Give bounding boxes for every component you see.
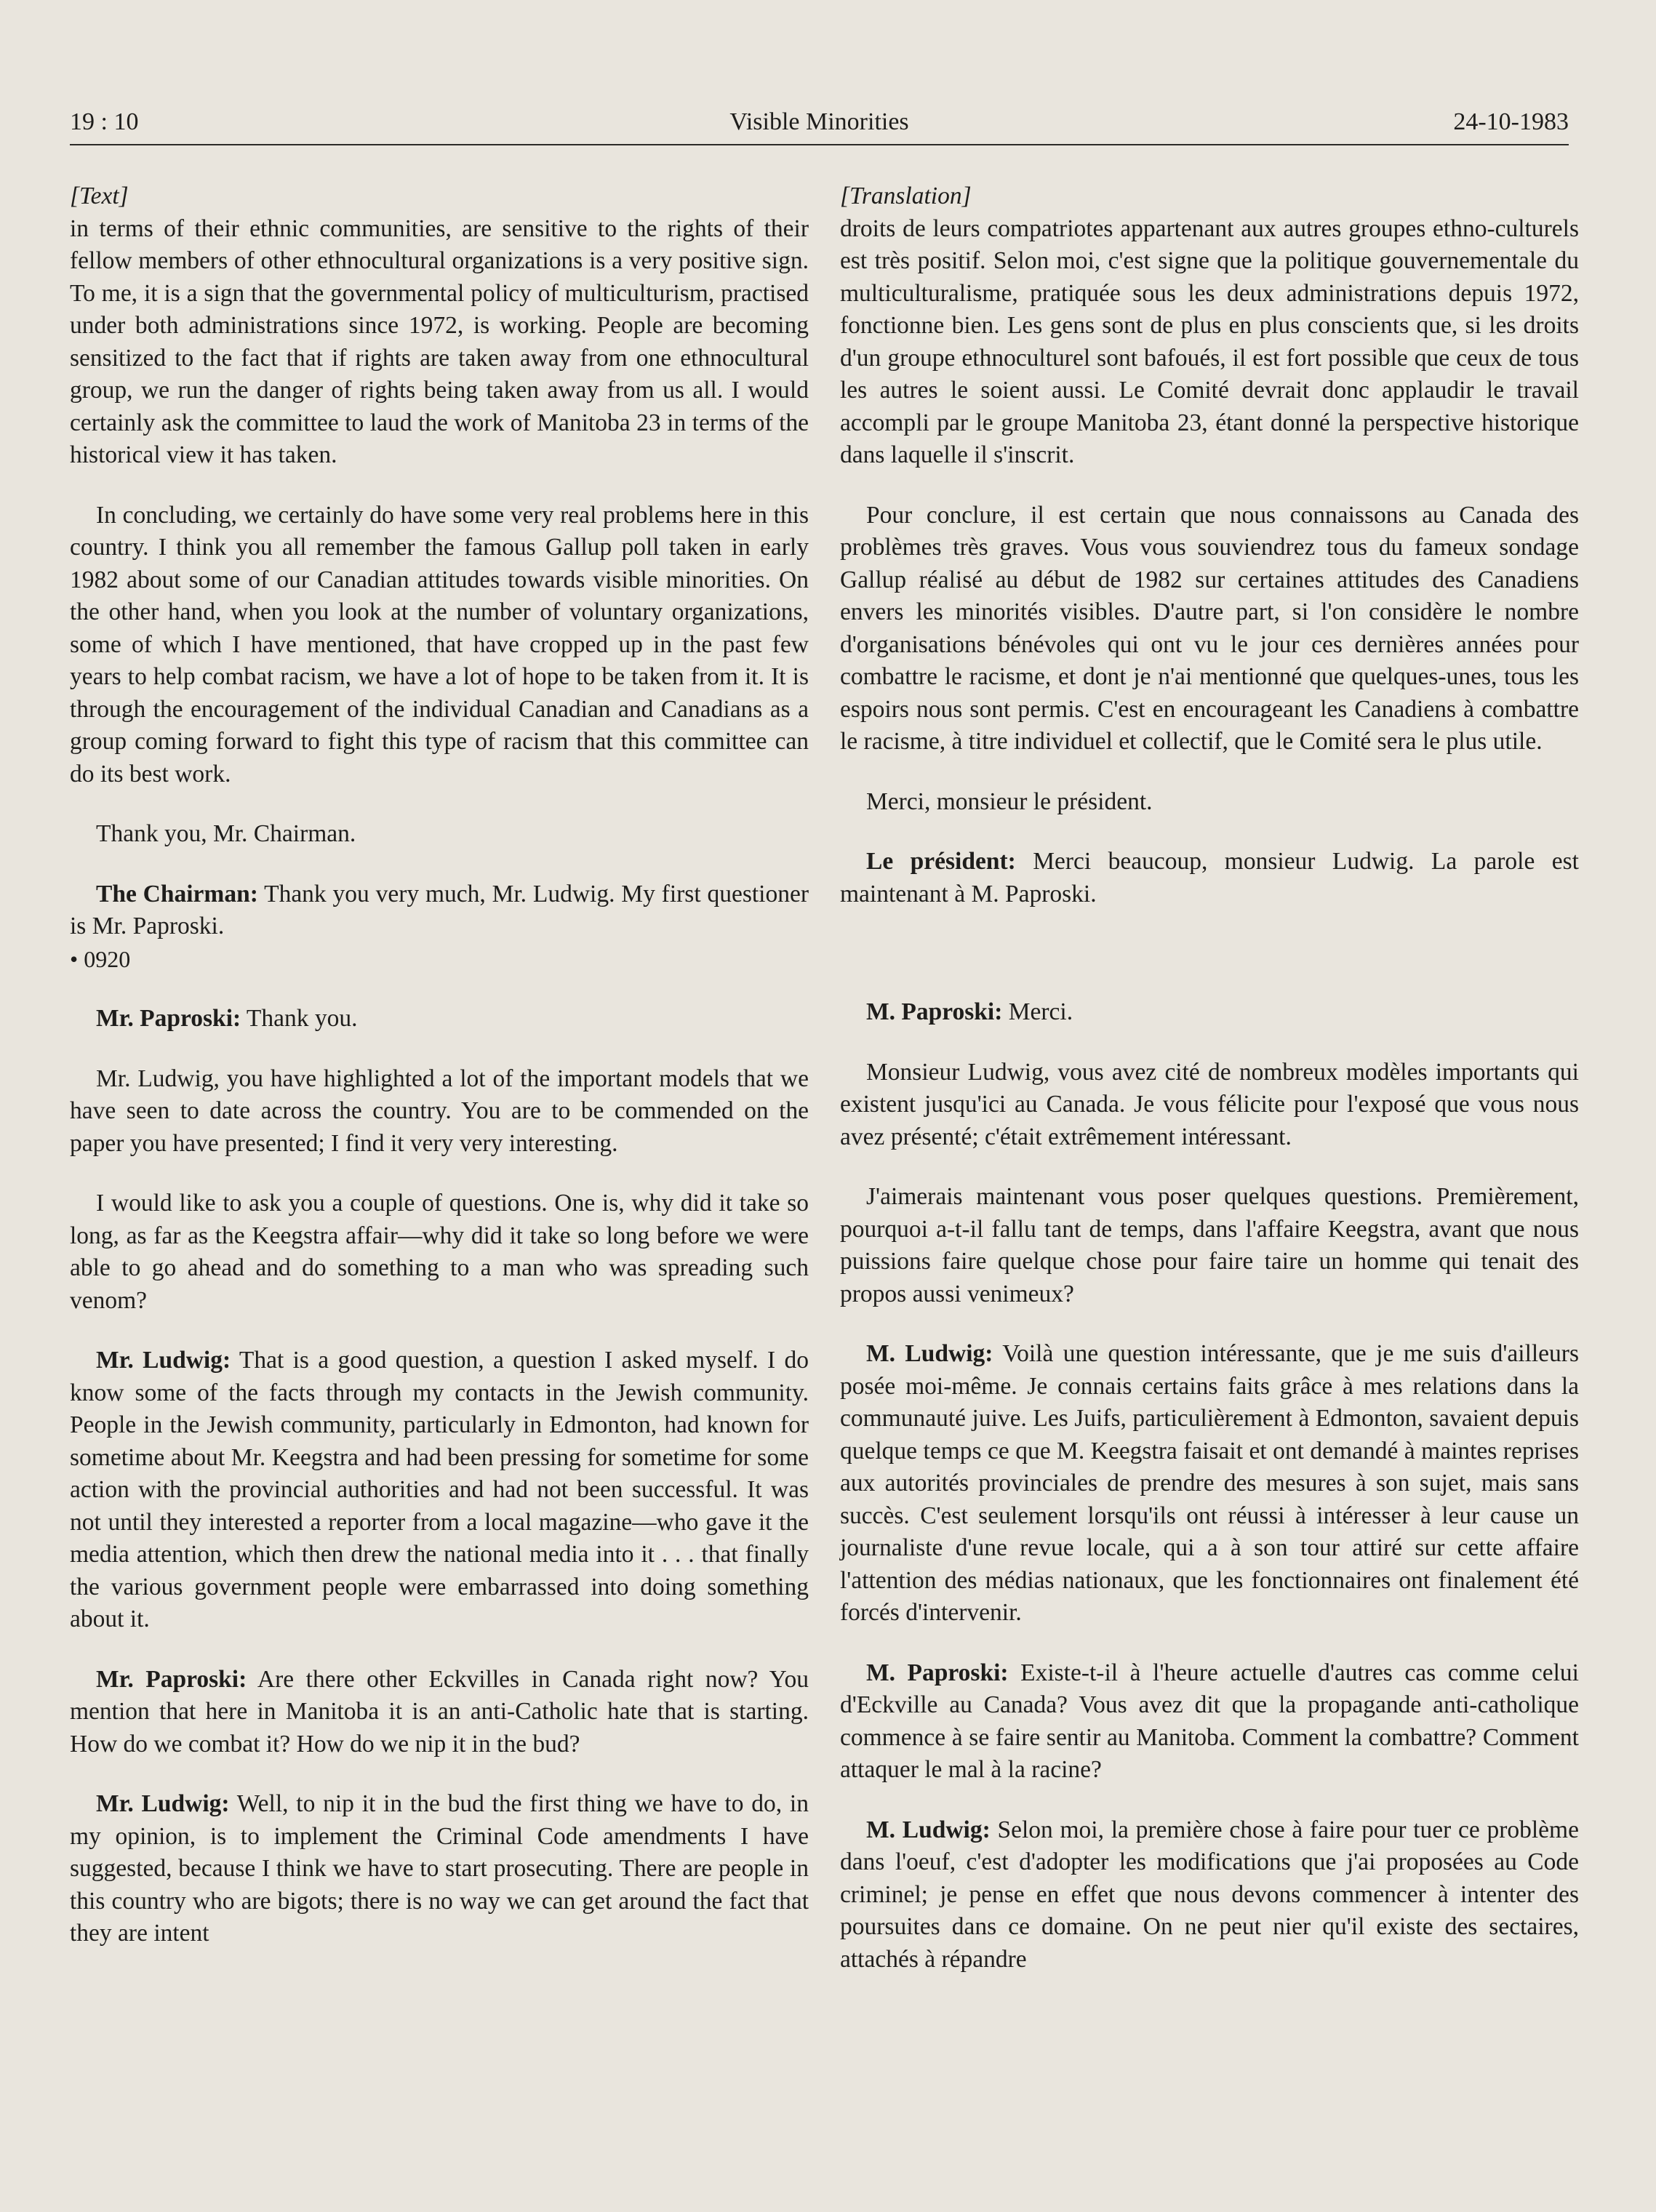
speech-text: Thank you. [241, 1005, 358, 1032]
speech-text: Well, to nip it in the bud the first thing we have to do, in my opinion, is to implement the Criminal Code amendments I have suggested, because I think we have to start prosecuting. There are people in this country who are bigots; there is no way we can get around the fact that they are intent [70, 1790, 809, 1947]
speaker-name: M. Ludwig: [866, 1816, 991, 1843]
speaker-paragraph [840, 1814, 1579, 1976]
header-date: 24-10-1983 [1453, 108, 1569, 135]
speaker-paragraph [70, 1345, 809, 1636]
speaker-paragraph [70, 1788, 809, 1950]
speaker-name: The Chairman: [96, 880, 258, 907]
speech-text: Merci beaucoup, monsieur Ludwig. La parole est maintenant à M. Paproski. [840, 848, 1579, 907]
page-header [70, 102, 1569, 145]
speech-text: Existe-t-il à l'heure actuelle d'autres cas comme celui d'Eckville au Canada? Vous avez dit que la propagande anti-catholique commence à se faire sentir au Manitoba. Comment la combattre? Comment attaquer le mal à la racine? [840, 1659, 1579, 1783]
paragraph: Mr. Ludwig, you have highlighted a lot of the important models that we have seen to date across the country. You are to be commended on the paper you have presented; I find it very very interesting. [70, 1065, 809, 1157]
paragraph: in terms of their ethnic communities, are sensitive to the rights of their fellow members of other ethnocultural organizations is a very positive sign. To me, it is a sign that the governmental policy of multiculturism, practised under both administrations since 1972, is working. People are becoming sensitized to the fact that if rights are taken away from one ethnocultural group, we run the danger of rights being taken away from us all. I would certainly ask the committee to laud the work of Manitoba 23 in terms of the historical view it has taken. [70, 215, 809, 468]
speech-text: Are there other Eckvilles in Canada right now? You mention that here in Manitoba it is an anti-Catholic hate that is starting. How do we combat it? How do we nip it in the bud? [70, 1665, 809, 1758]
paragraph: Pour conclure, il est certain que nous connaissons au Canada des problèmes très graves. Vous vous souviendrez tous du fameux sondage Gallup réalisé au début de 1982 sur certaines attitudes des Canadiens envers les minorités visibles. D'autre part, si l'on considère le nombre d'organisations bénévoles qui ont vu le jour ces dernières années pour combattre le racisme, et dont je n'ai mentionné que quelques-unes, tous les espoirs nous sont permis. C'est en encourageant les Canadiens à combattre le racisme, à titre individuel et collectif, que le Comité sera le plus utile. [840, 501, 1579, 755]
paragraph: I would like to ask you a couple of questions. One is, why did it take so long, as far as the Keegstra affair—why did it take so long before we were able to go ahead and do something to a man who was spreading such venom? [70, 1190, 809, 1314]
speech-text: Selon moi, la première chose à faire pour tuer ce problème dans l'oeuf, c'est d'adopter les modifications que j'ai proposées au Code criminel; je pense en effet que nous devons commencer à intenter des poursuites dans ce domaine. On ne peut nier qu'il existe des sectaires, attachés à répandre [840, 1816, 1579, 1973]
speaker-paragraph [70, 1003, 809, 1035]
paragraph: Monsieur Ludwig, vous avez cité de nombreux modèles importants qui existent jusqu'ici au Canada. Je vous félicite pour l'exposé que vous nous avez présenté; c'était extrêmement intéressant. [840, 1058, 1579, 1150]
section-label-text: Translation [849, 183, 962, 209]
speech-text: Merci. [1002, 998, 1073, 1025]
speaker-name: Mr. Paproski: [96, 1665, 247, 1693]
section-label: [Translation] [840, 183, 972, 209]
speech-text: Voilà une question intéressante, que je me suis d'ailleurs posée moi-même. Je connais certains faits grâce à mes relations dans la communauté juive. Les Juifs, particulièrement à Edmonton, savaient depuis quelque temps ce que M. Keegstra faisait et ont demandé à maintes reprises aux autorités provinciales de prendre des mesures à son sujet, mais sans succès. C'est seulement lorsqu'ils ont réussi à intéresser à leur cause un journaliste d'une revue locale, qui a à son tour attiré sur cette affaire l'attention des médias nationaux, que les fonctionnaires ont finalement été forcés d'intervenir. [840, 1340, 1579, 1626]
speaker-name: M. Ludwig: [866, 1340, 993, 1367]
paragraph: droits de leurs compatriotes appartenant aux autres groupes ethno-culturels est très positif. Selon moi, c'est signe que la politique gouvernementale du multiculturalisme, pratiquée sous les deux administrations depuis 1972, fonctionne bien. Les gens sont de plus en plus conscients que, si les droits d'un groupe ethnoculturel sont bafoués, il est fort possible que ceux de tous les autres le soient aussi. Le Comité devrait donc applaudir le travail accompli par le groupe Manitoba 23, étant donné la perspective historique dans laquelle il s'inscrit. [840, 215, 1579, 468]
speaker-paragraph [840, 846, 1579, 910]
paragraph: In concluding, we certainly do have some very real problems here in this country. I think you all remember the famous Gallup poll taken in early 1982 about some of our Canadian attitudes towards visible minorities. On the other hand, when you look at the number of voluntary organizations, some of which I have mentioned, that have cropped up in the past few years to help combat racism, we have a lot of hope to be taken from it. It is through the encouragement of the individual Canadian and Canadians as a group coming forward to fight this type of racism that this committee can do its best work. [70, 501, 809, 788]
speech-text: That is a good question, a question I asked myself. I do know some of the facts through my contacts in the Jewish community. People in the Jewish community, particularly in Edmonton, had known for sometime about Mr. Keegstra and had been pressing for sometime for some action with the provincial authorities and had not been successful. It was not until they interested a reporter from a local magazine—who gave it the media attention, which then drew the national media into it . . . that finally the various government people were embarrassed into doing something about it. [70, 1347, 809, 1632]
speaker-name: Mr. Ludwig: [96, 1347, 231, 1374]
speaker-name: Mr. Paproski: [96, 1005, 241, 1032]
french-column [840, 180, 1579, 1976]
time-marker: • 0920 [70, 945, 131, 972]
english-column [70, 180, 809, 1950]
speaker-name: M. Paproski: [866, 998, 1003, 1025]
speaker-name: M. Paproski: [866, 1659, 1009, 1686]
speaker-paragraph [840, 1338, 1579, 1630]
speaker-paragraph [70, 878, 809, 943]
marker-spacer [840, 910, 1579, 969]
speaker-name: Le président: [866, 848, 1016, 875]
page-number: 19 : 10 [70, 108, 139, 135]
speaker-paragraph [840, 1657, 1579, 1787]
running-title: Visible Minorities [729, 108, 909, 135]
paragraph: J'aimerais maintenant vous poser quelques questions. Premièrement, pourquoi a-t-il fallu tant de temps, dans l'affaire Keegstra, avant que nous puissions faire quelque chose pour faire taire un homme qui tenait des propos aussi venimeux? [840, 1183, 1579, 1307]
section-label: [Text] [70, 183, 129, 209]
section-label-text: Text [79, 183, 119, 209]
paragraph: Merci, monsieur le président. [866, 788, 1153, 815]
speaker-paragraph [70, 1664, 809, 1761]
speaker-paragraph [840, 996, 1579, 1029]
paragraph: Thank you, Mr. Chairman. [96, 820, 356, 847]
speaker-name: Mr. Ludwig: [96, 1790, 230, 1817]
speech-text: Thank you very much, Mr. Ludwig. My first questioner is Mr. Paproski. [70, 880, 809, 939]
